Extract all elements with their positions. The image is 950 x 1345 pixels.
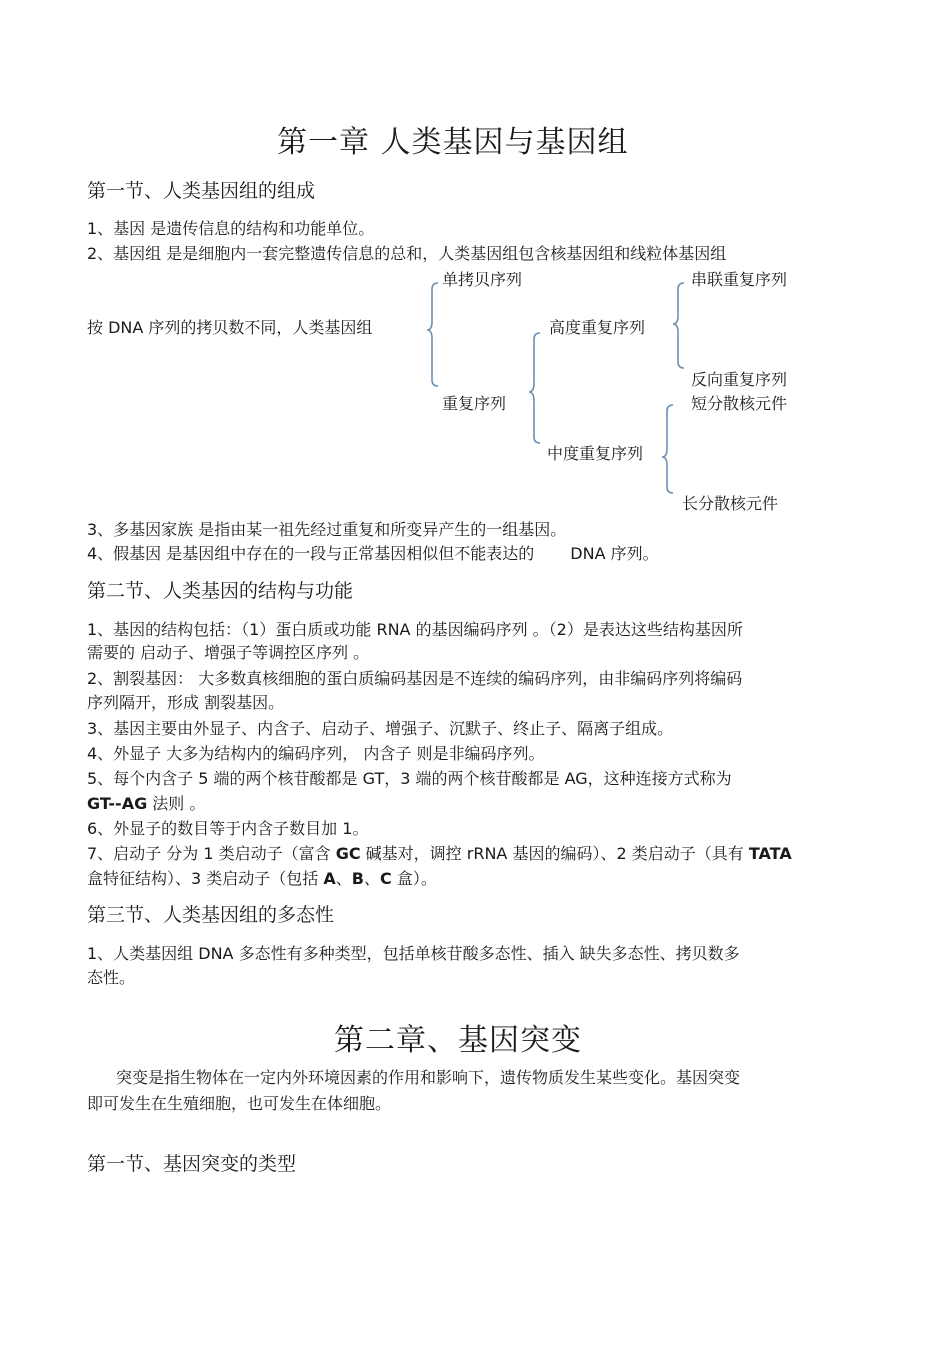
paragraph: 需要的 启动子、增强子等调控区序列 。 (87, 643, 370, 662)
paragraph: 3、基因主要由外显子、内含子、启动子、增强子、沉默子、终止子、隔离子组成。 (87, 719, 674, 738)
tree-high-repeat: 高度重复序列 (549, 318, 646, 337)
bracket-moderate (662, 405, 673, 493)
bold-term: C (379, 869, 392, 888)
section-3-heading: 第三节、人类基因组的多态性 (87, 904, 335, 926)
bracket-repeat (529, 333, 540, 443)
paragraph (87, 846, 792, 862)
tree-repeat: 重复序列 (442, 394, 507, 413)
chapter-2-title: 第二章、基因突变 (334, 1023, 582, 1058)
paragraph: 1、基因 是遗传信息的结构和功能单位。 (87, 219, 375, 238)
paragraph (87, 871, 437, 887)
bracket-root (427, 283, 438, 386)
paragraph: 2、割裂基因： 大多数真核细胞的蛋白质编码基因是不连续的编码序列，由非编码序列将编码 (87, 669, 743, 688)
section-2-heading: 第二节、人类基因的结构与功能 (87, 580, 354, 602)
paragraph: 序列隔开，形成 割裂基因。 (87, 693, 285, 712)
paragraph: 2、基因组 是是细胞内一套完整遗传信息的总和，人类基因组包含核基因组和线粒体基因组 (87, 244, 727, 263)
section-1-heading: 第一节、人类基因组的组成 (87, 180, 316, 202)
paragraph-text: 、 (335, 869, 352, 888)
paragraph: 即可发生在生殖细胞，也可发生在体细胞。 (87, 1094, 392, 1113)
paragraph: 6、外显子的数目等于内含子数目加 1。 (87, 819, 369, 838)
paragraph-text: 、 (363, 869, 380, 888)
bold-term: A (323, 869, 336, 888)
bold-term: GT--AG (87, 794, 148, 813)
paragraph: 5、每个内含子 5 端的两个核苷酸都是 GT，3 端的两个核苷酸都是 AG，这种连接方式称为 (87, 769, 732, 788)
paragraph-text: 盒特征结构）、3 类启动子（包括 (87, 869, 324, 888)
paragraph (87, 546, 659, 562)
paragraph: 1、人类基因组 DNA 多态性有多种类型，包括单核苷酸多态性、插入 缺失多态性、拷贝数多 (87, 944, 740, 963)
paragraph-text: 7、启动子 分为 1 类启动子（富含 (87, 844, 336, 863)
paragraph: 1、基因的结构包括：（1）蛋白质或功能 RNA 的基因编码序列 。（2）是表达这些结构基因所 (87, 620, 743, 639)
bold-term: TATA (748, 844, 792, 863)
paragraph-text: 盒）。 (391, 869, 437, 888)
chapter-1-title: 第一章 人类基因与基因组 (277, 125, 629, 160)
paragraph-text: DNA 序列。 (570, 544, 659, 563)
paragraph-text: 4、假基因 是基因组中存在的一段与正常基因相似但不能表达的 (87, 544, 535, 563)
tree-moderate-repeat: 中度重复序列 (547, 444, 644, 463)
paragraph: 突变是指生物体在一定内外环境因素的作用和影响下，遗传物质发生某些变化。基因突变 (116, 1068, 741, 1087)
bold-term: B (351, 869, 364, 888)
tree-root-label: 按 DNA 序列的拷贝数不同，人类基因组 (87, 318, 373, 337)
paragraph: 3、多基因家族 是指由某一祖先经过重复和所变异产生的一组基因。 (87, 520, 567, 539)
tree-single-copy: 单拷贝序列 (442, 270, 523, 289)
tree-sine: 短分散核元件 (691, 394, 788, 413)
tree-inverted-repeat: 反向重复序列 (691, 370, 788, 389)
chapter-2-section-1-heading: 第一节、基因突变的类型 (87, 1153, 297, 1175)
bracket-high (673, 283, 684, 368)
paragraph (87, 796, 205, 812)
tree-tandem-repeat: 串联重复序列 (691, 270, 788, 289)
bold-term: GC (335, 844, 361, 863)
paragraph-text: 法则 。 (147, 794, 206, 813)
tree-line: 长分散核元件 (682, 494, 779, 513)
paragraph: 4、外显子 大多为结构内的编码序列， 内含子 则是非编码序列。 (87, 744, 545, 763)
paragraph: 态性。 (87, 968, 136, 987)
paragraph-text: 碱基对，调控 rRNA 基因的编码）、2 类启动子（具有 (360, 844, 749, 863)
